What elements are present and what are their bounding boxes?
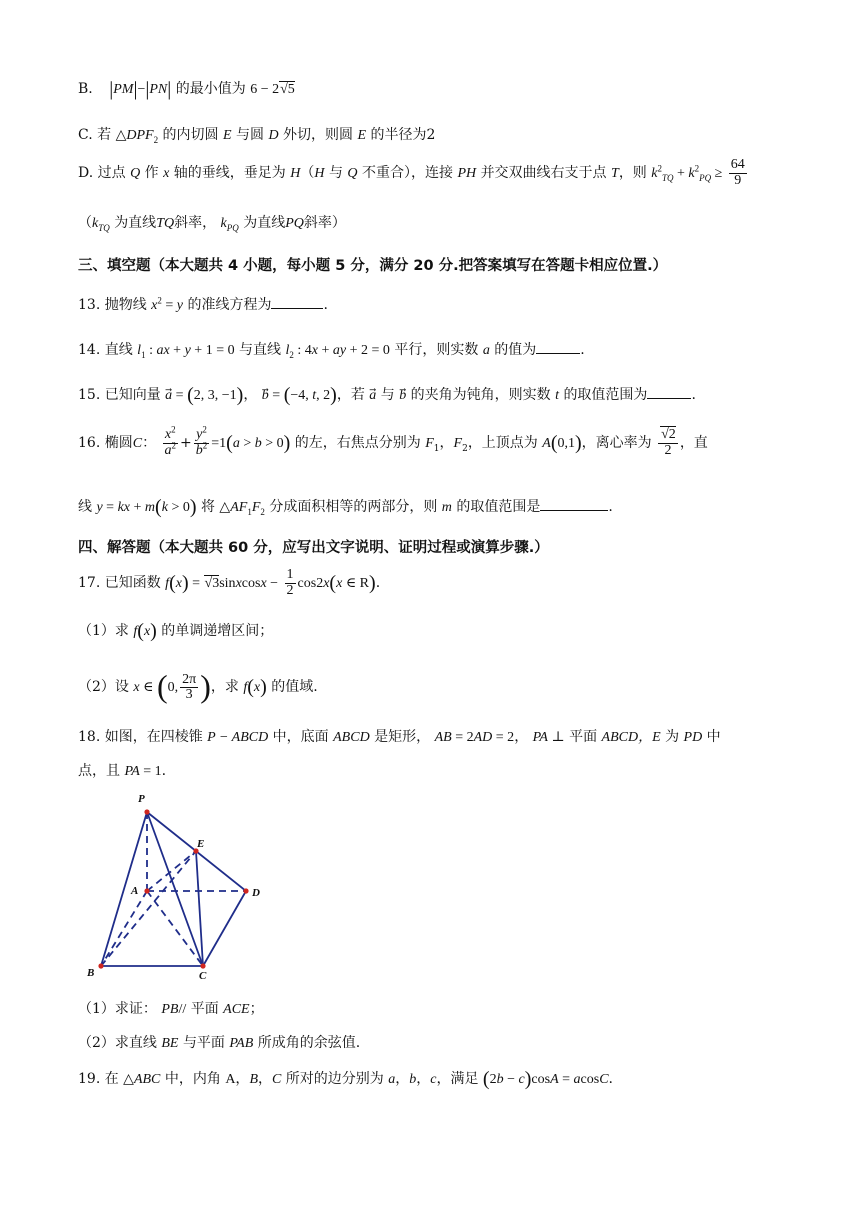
point-b <box>98 963 103 968</box>
pyramid-figure <box>82 788 272 984</box>
edge-pb <box>101 812 147 966</box>
question-17: 17. 已知函数 f(x) = √3sinxcosx − $\frac{1}{2}$ cos2x(x ∈ R). <box>78 567 381 598</box>
question-13: 13. 抛物线 $x^2 = y$ 的准线方程为 . <box>78 295 328 313</box>
question-16: 16. 椭圆C： $\frac{x^2}{a^2}$ + $\frac{y^2}{b^2}$ =1(a > b > 0) 的左，右焦点分别为 $F_1$，$F_2$，上顶点为 A(0,1)，离心率为 $\frac{√2}{2}$ ，直 <box>78 424 708 458</box>
section-3-heading: 三、填空题（本大题共 4 小题，每小题 5 分，满分 20 分.把答案填写在答题卡相应位置.） <box>78 258 668 274</box>
question-17-part-2: （2）设 x ∈ (0, $\frac{2\pi}{3}$ )，求 f(x) 的值域. <box>78 668 318 704</box>
label-c: C <box>199 970 207 982</box>
question-17-part-1: （1）求 f(x) 的单调递增区间； <box>78 620 274 642</box>
question-14: 14. 直线 $l_1$ : ax + y + 1 = 0 与直线 $l_2$ : 4x + ay + 2 = 0 平行，则实数 a 的值为 . <box>78 342 585 360</box>
edge-ab <box>101 891 147 966</box>
question-15: 15. 已知向量 a⃗ = (2, 3, −1)， b⃗ = (−4, t, 2)，若 a⃗ 与 b⃗ 的夹角为钝角，则实数 t 的取值范围为 . <box>78 384 696 406</box>
label-p: P <box>138 793 145 805</box>
option-c: C. 若 $\triangle DPF_2$ 的内切圆 E 与圆 D 外切，则圆 E 的半径为2 <box>78 127 436 145</box>
point-p <box>144 809 149 814</box>
question-19: 19. 在 △ABC 中，内角 A，B，C 所对的边分别为 a，b，c，满足 (2b − c)cosA = acosC. <box>78 1068 613 1090</box>
label-d: D <box>252 887 260 899</box>
label-b: B <box>87 967 95 979</box>
question-18-cont: 点，且 PA = 1. <box>78 763 167 779</box>
edge-ae <box>147 851 196 891</box>
option-d: D. 过点 Q 作 x 轴的垂线，垂足为 H（H 与 Q 不重合），连接 PH 并交双曲线右支于点 T，则 $k^2_{TQ} + k^2_{PQ}$ ≥ $\frac{64}{9}$ <box>78 157 745 188</box>
label-e: E <box>197 838 205 850</box>
point-c <box>200 963 205 968</box>
point-d <box>243 888 248 893</box>
edge-ac <box>147 891 203 966</box>
label-a: A <box>131 885 139 897</box>
option-d-note: （$k_{TQ}$ 为直线TQ斜率， $k_{PQ}$ 为直线PQ斜率） <box>78 215 346 233</box>
question-16-cont: 线 y = kx + m(k > 0) 将 $\triangle AF_1F_2$ 分成面积相等的两部分，则 m 的取值范围是 . <box>78 496 613 518</box>
point-a <box>144 888 149 893</box>
question-18-part-1: （1）求证： PB// 平面 ACE； <box>78 1001 264 1017</box>
question-18: 18. 如图，在四棱锥 P − ABCD 中，底面 ABCD 是矩形， AB = 2AD = 2， PA ⊥ 平面 ABCD，E 为 PD 中 <box>78 729 721 745</box>
section-4-heading: 四、解答题（本大题共 60 分，应写出文字说明、证明过程或演算步骤.） <box>78 540 549 556</box>
edge-cd <box>203 891 246 966</box>
option-b: B. |PM|−|PN| 的最小值为 6 − 2√5 <box>78 78 295 100</box>
question-18-part-2: （2）求直线 BE 与平面 PAB 所成角的余弦值. <box>78 1035 361 1051</box>
